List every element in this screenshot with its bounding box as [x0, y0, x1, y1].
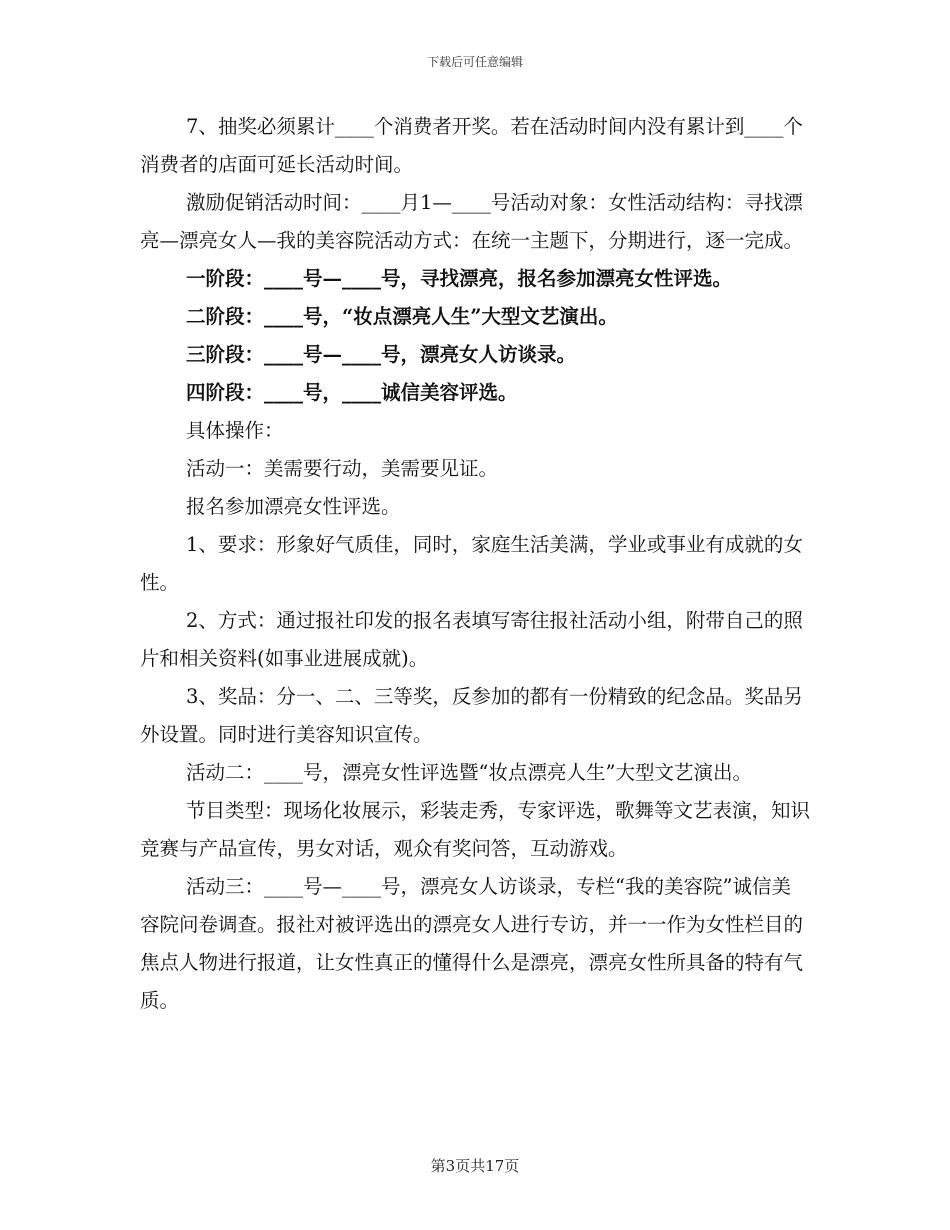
paragraph-activity-overview: 激励促销活动时间：____月1—____号活动对象：女性活动结构：寻找漂亮—漂亮女人—我的美容院活动方式：在统一主题下，分期进行，逐一完成。 [140, 191, 804, 252]
paragraph-program-types: 节目类型：现场化妆展示，彩装走秀，专家评选，歌舞等文艺表演，知识竞赛与产品宣传，男女对话，观众有奖问答，互动游戏。 [140, 799, 811, 860]
paragraph-stage-one: 一阶段：____号—____号，寻找漂亮，报名参加漂亮女性评选。 [186, 267, 733, 290]
page-header: 下载后可任意编辑 [426, 55, 523, 69]
paragraph-activity-three: 活动三：____号—____号，漂亮女人访谈录，专栏“我的美容院”诚信美容院问卷调查。报社对被评选出的漂亮女人进行专访，并一一作为女性栏目的焦点人物进行报道，让女性真正的懂得什么是漂亮，漂亮女性所具备的特有气质。 [140, 875, 804, 1012]
paragraph-operations-heading: 具体操作： [186, 419, 284, 442]
document-body [140, 108, 810, 1020]
paragraph-stage-three: 三阶段：____号—____号，漂亮女人访谈录。 [186, 343, 577, 366]
paragraph-stage-four: 四阶段：____号，____诚信美容评选。 [186, 381, 518, 404]
paragraph-signup: 报名参加漂亮女性评选。 [186, 495, 401, 518]
paragraph-stage-two: 二阶段：____号，“妆点漂亮人生”大型文艺演出。 [186, 305, 618, 328]
paragraph-activity-two: 活动二：____号，漂亮女性评选暨“妆点漂亮人生”大型文艺演出。 [186, 761, 752, 784]
paragraph-requirements: 1、要求：形象好气质佳，同时，家庭生活美满，学业或事业有成就的女性。 [140, 533, 803, 594]
paragraph-lottery-rule: 7、抽奖必须累计____个消费者开奖。若在活动时间内没有累计到____个消费者的店面可延长活动时间。 [140, 115, 803, 176]
paragraph-method: 2、方式：通过报社印发的报名表填写寄往报社活动小组，附带自己的照片和相关资料(如事业进展成就)。 [140, 609, 803, 670]
paragraph-activity-one: 活动一：美需要行动，美需要见证。 [186, 457, 499, 480]
page-footer: 第3页共17页 [430, 1157, 520, 1175]
paragraph-prizes: 3、奖品：分一、二、三等奖，反参加的都有一份精致的纪念品。奖品另外设置。同时进行美容知识宣传。 [140, 685, 803, 746]
